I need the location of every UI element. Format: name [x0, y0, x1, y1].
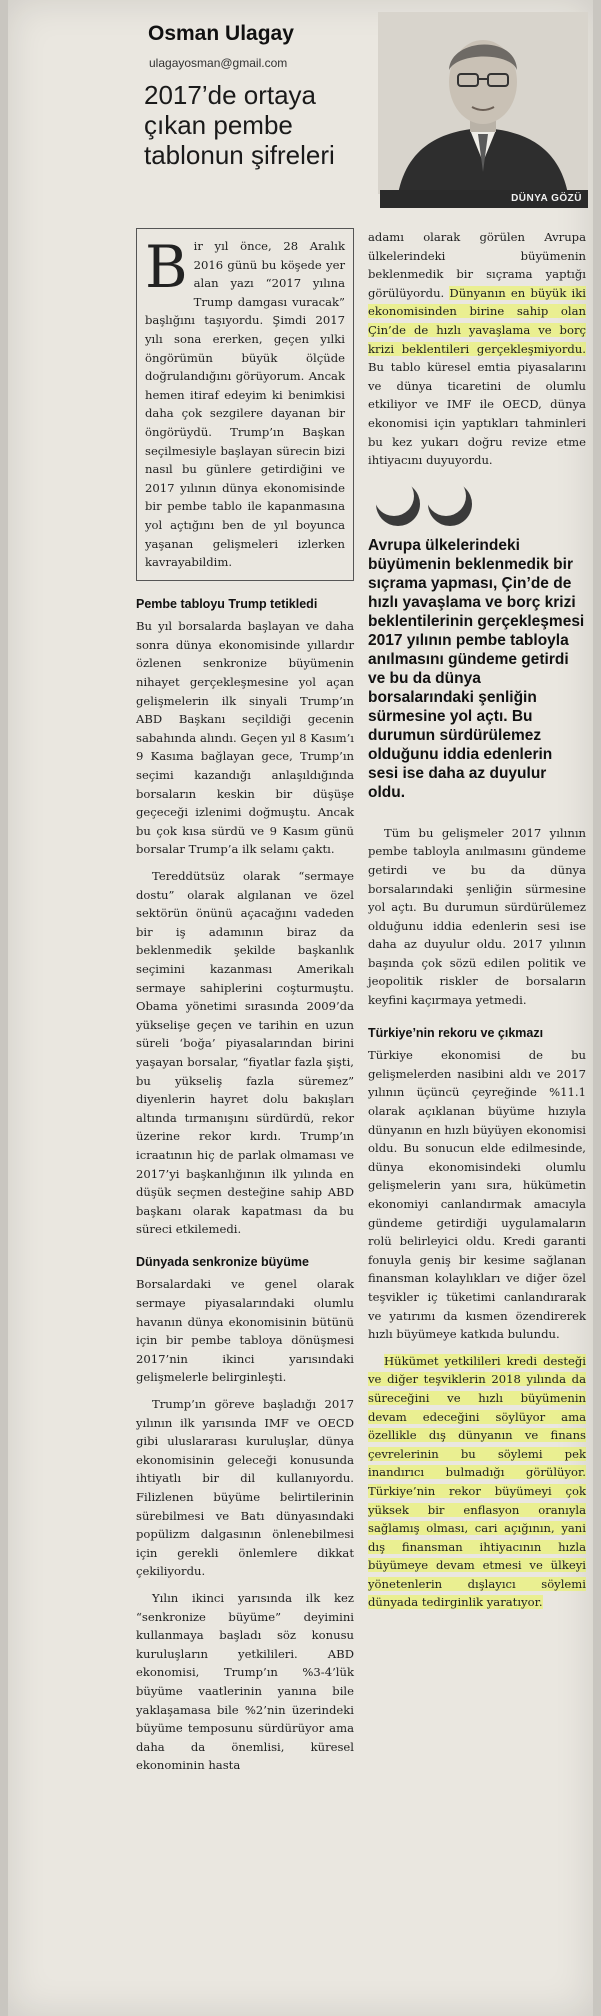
text-run: Bu tablo küresel emtia piyasalarını ve dünya ticaretini de olumlu etkiliyor ve IMF ile OECD, dünya ekonomisi için yaptıkları tahminleri bu kez yukarı doğru revize etme ihtiyacını duyuyordu.: [368, 360, 586, 468]
quote-circle-icon: [428, 482, 472, 526]
highlighted-text: Dünyanın en büyük iki ekonomisinden birine sahip olan Çin’de de hızlı yavaşlama ve borç krizi beklentileri gerçekleşmiyordu.: [368, 285, 586, 356]
author-email: ulagayosman@gmail.com: [149, 56, 288, 70]
section-label: DÜNYA GÖZÜ: [380, 190, 588, 208]
quote-circle-icon: [376, 482, 420, 526]
subheading-trump: Pembe tabloyu Trump tetikledi: [136, 596, 318, 611]
author-name: Osman Ulagay: [148, 22, 294, 45]
paragraph: Tüm bu gelişmeler 2017 yılının pembe tabloyla anılmasını gündeme getirdi ve bu da dünya borsalarındaki şenliğin sürmesine yol açtı. Bu durumun sürdürülemez olduğunu iddia edenlerin sesi ise daha az duyulur oldu. 2017 yılının başında çok sözü edilen politik ve jeopolitik riskler de borsaların keyfini kaçırmaya yetmedi.: [368, 825, 586, 1008]
portrait-illustration: [378, 12, 588, 194]
author-photo: [378, 12, 588, 194]
left-column: [136, 228, 354, 1783]
subheading-turkey: Türkiye’nin rekoru ve çıkmazı: [368, 1025, 544, 1040]
intro-box: [136, 228, 354, 581]
paragraph: Türkiye ekonomisi de bu gelişmelerden nasibini aldı ve 2017 yılının üçüncü çeyreğinde %11.1 olarak açıklanan büyüme hızıyla dünyanın en hızlı büyüyen ekonomisi oldu. Bu sonucun elde edilmesinde, dünya ekonomisindeki olumlu gelişmelerin yanı sıra, hükümetin ekonomiyi canlandırmak amacıyla gündeme getirdiği uygulamaların rolü belirleyici oldu. Kredi garanti fonuyla geniş bir kesime sağlanan finansman kolaylıkları ve diğer özel teşvikler iç tüketimi canlandırarak ve yatırımı da kısmen özendirerek hızlı büyümeye katkıda bulundu.: [368, 1048, 586, 1342]
article-title: 2017’de ortaya çıkan pembe tablonun şifreleri: [144, 80, 335, 170]
paragraph: Trump’ın göreve başladığı 2017 yılının ilk yarısında IMF ve OECD gibi uluslararası kuruluşlar, dünya ekonomisinin geleceği konusunda ihtiyatlı bir dil kullanıyordu. Filizlenen büyüme belirtilerinin sürebilmesi ve Batı dünyasındaki popülizm dalgasının önlenebilmesi için gerekli önlemlere dikkat çekiliyordu.: [136, 1397, 354, 1579]
right-column: [368, 228, 586, 1620]
paragraph: Tereddütsüz olarak “sermaye dostu” olarak algılanan ve özel sektörün önünü açacağını vadeden bir iş adamının biraz da beklenmedik şekilde başkanlık seçimini kazanması Amerikalı sermaye sahiplerini coşturmuştu. Obama yönetimi sırasında 2009’da yükselişe geçen ve tarihin en uzun süreli ‘boğa’ piyasalarından birini yaşayan borsalar, “fiyatlar fazla şişti, bu yükseliş fazla süremez” diyenlerin hayret dolu bakışları altında tırmanışını sürdürdü, rekor üzerine rekor kırdı. Trump’ın icraatının hiç de parlak olmaması ve 2017’yi başkanlığının ilk yılında en düşük seçmen desteğine sahip ABD başkanı olarak kapatması da bu süreci etkilemedi.: [136, 869, 354, 1237]
quote-mark-icon: [376, 482, 586, 526]
drop-cap: B: [145, 233, 188, 301]
column-header: [8, 0, 593, 210]
intro-paragraph: ir yıl önce, 28 Aralık 2016 günü bu köşede yer alan yazı “2017 yılına Trump damgası vuracak” başlığını taşıyordu. Şimdi 2017 yılı sona ererken, geçen yılki öngörümün büyük ölçüde doğrulandığını görüyorum. Ancak hemen itiraf edeyim ki benimkisi daha çok sezgilere dayanan bir öngörüydü. Trump’ın Başkan seçilmesiyle başlayan sürecin bizi nasıl bu günlere getirdiğini ve 2017 yılının dünya ekonomisinde bir pembe tablo ile kapanmasına yol açtığını ben de yıl boyunca yaşanan gelişmeleri izlerken kavrayabildim.: [145, 239, 345, 570]
pull-quote: Avrupa ülkelerindeki büyümenin beklenmedik bir sıçrama yapması, Çin’de de hızlı yavaşlama ve borç krizi beklentilerinin gerçekleşmesi 2017 yılının pembe tabloyla anılmasını gündeme getirdi ve bu da dünya borsalarındaki şenliğin sürmesine yol açtı. Bu durumun sürdürülemez olduğunu iddia edenlerin sesi ise daha az duyulur oldu.: [368, 536, 585, 801]
paragraph: [368, 228, 586, 470]
paragraph: [368, 1352, 586, 1612]
paragraph: Bu yıl borsalarda başlayan ve daha sonra dünya ekonomisinde yıllardır özlenen senkronize büyümenin nihayet gerçekleşmesine yol açan gelişmelerin ilk sinyali Trump’ın ABD Başkanı seçildiği gecenin sabahında alındı. Geçen yıl 8 Kasım’ı 9 Kasıma bağlayan gece, Trump’ın seçimi kazandığı anlaşıldığında borsaların keskin bir düşüşe geçeceği izlenimi doğmuştu. Ancak bu çok kısa sürdü ve 9 Kasım günü borsalar Trump’a ilk selamı çaktı.: [136, 619, 354, 857]
subheading-sync-growth: Dünyada senkronize büyüme: [136, 1254, 309, 1269]
highlighted-text: Hükümet yetkilileri kredi desteği ve diğer teşviklerin 2018 yılında da süreceğini ve hızlı büyümenin devam edeceğini söylüyor ama özellikle dış dünyanın ve finans çevrelerinin bu söylemi pek inandırıcı bulmadığı görülüyor. Türkiye’nin rekor büyümeyi çok yüksek bir enflasyon oranıyla sağlamış olması, cari açığının, yani dış finansman ihtiyacının hızla büyümeye devam etmesi ve ülkeyi yönetenlerin dışlayıcı söylemi dünyada tedirginlik yaratıyor.: [368, 1353, 586, 1610]
text-run: adamı olarak görülen Avrupa ülkelerindeki büyümenin beklenmedik bir sıçrama yaptığı görülüyordu.: [368, 230, 586, 300]
paragraph: Yılın ikinci yarısında ilk kez “senkronize büyüme” deyimini kullanmaya başladı söz konusu kuruluşların yetkilileri. ABD ekonomisi, Trump’ın %3-4’lük büyüme vaatlerinin yanına bile yaklaşamasa bile %2’nin üzerindeki büyüme temposunu sürdürüyor ama daha da önemlisi, küresel ekonominin hasta: [136, 1590, 354, 1773]
paragraph: Borsalardaki ve genel olarak sermaye piyasalarındaki olumlu havanın dünya ekonomisinin bütünü için bir pembe tabloya dönüşmesi 2017’nin ikinci yarısındaki gelişmelerle belirginleşti.: [136, 1277, 354, 1385]
newspaper-page: [8, 0, 593, 2016]
